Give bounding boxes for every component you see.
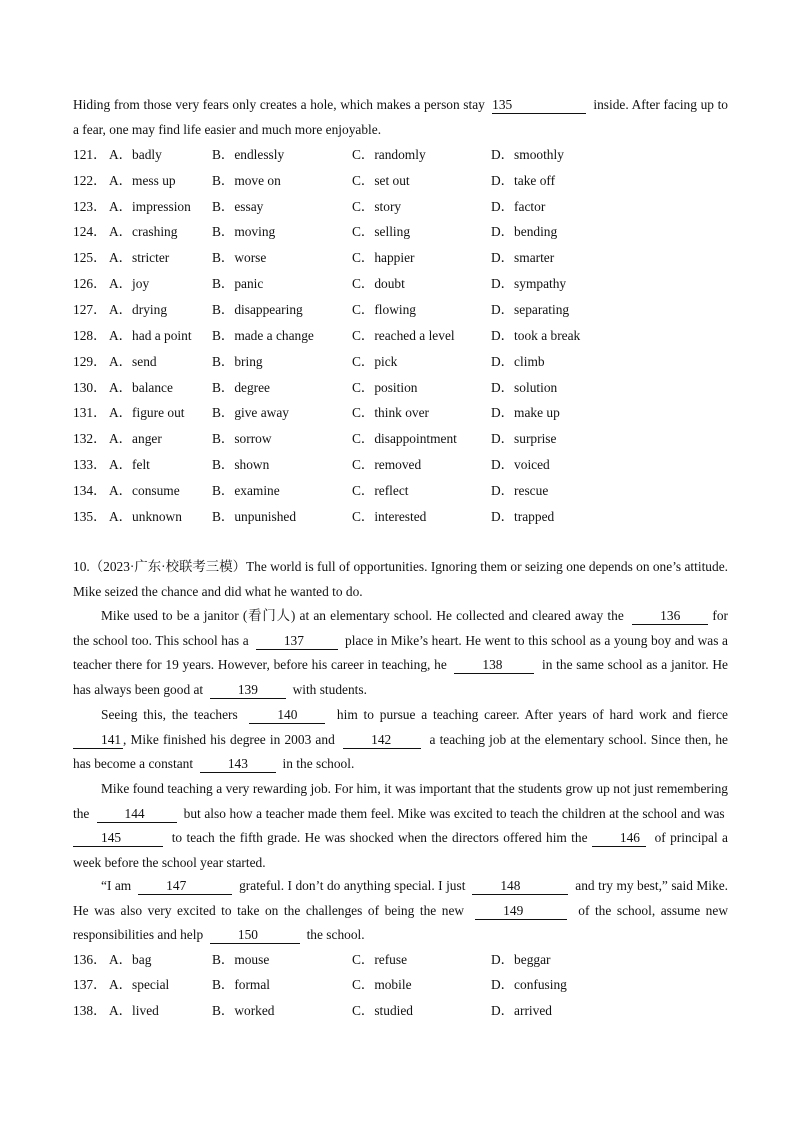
answer-blank-135: 135 (492, 96, 586, 114)
answer-blank-147: 147 (138, 877, 232, 895)
answer-blank-150: 150 (210, 926, 300, 944)
answer-blank-145: 145 (73, 829, 163, 847)
answer-blank-140: 140 (249, 706, 325, 724)
answer-blank-139: 139 (210, 681, 286, 699)
answer-blank-149: 149 (475, 902, 567, 920)
passage2-paragraph-1: Mike used to be a janitor (看门人) at an elementary school. He collected and cleared away the 136 for the school too. This school has a 137 place in Mike’s heart. He went to this school as a young boy and was a teacher there for 19 years. However, before his career in teaching, he 138 in the same school as a janitor. He has always been good at 139 with students. (73, 608, 728, 697)
passage2-paragraph-4: “I am 147 grateful. I don’t do anything special. I just 148 and try my best,” said Mike. He was also very excited to take on the challenges of being the new 149 of the school, assume new responsibilities and help 150 the school. (73, 878, 728, 943)
answer-blank-137: 137 (256, 632, 338, 650)
exam-page: Hiding from those very fears only creates a hole, which makes a person stay 135 inside. After facing up to a fear, one may find life easier and much more enjoyable. 121． A．badly B．endlessly C．randomly D．smoothly 122． A．mess up B．move on C．set out D．take off 123． A．impression B．essay C．story D．factor 124． A．crashing B．moving C．selling D．bending 125． A．stricter B．worse C．happier D．smarter 126． A．joy B．panic C．doubt D．sympathy 127． A．drying B．disappearing C．flowing D．separating 128． A．had a point B．made a change C．reached a level D．took a break 129． A．send B．bring C．pick D．climb 130． A．balance B．degree C．position D．solution 131． A．figure out B．give away C．think over D．make up 132． A．anger B．sorrow C．disappointment D．surprise 133． A．felt B．shown C．removed D．voiced 134． A．consume B．examine C．reflect D．rescue 135． A．unknown B．unpunished C．interested D．trapped 10.（2023·广东·校联考三模）The world is full of opportunities. Ignoring them or seizing one depends on one’s attitude. Mike seized the chance and did what he wanted to do. Mike used to be a janitor (看门人) at an elementary school. He collected and cleared away the 136 for the school too. This school has a 137 place in Mike’s heart. He went to this school as a young boy and was a teacher there for 19 years. However, before his career in teaching, he 138 in the same school as a janitor. He has always been good at 139 with students. Seeing this, the teachers 140 him to pursue a teaching career. After years of hard work and fierce 141 , Mike finished his degree in 2003 and 142 a teaching job at the elementary school. Since then, he has become a constant 143 in the school. Mike found teaching a very rewarding job. For him, it was important that the students grow up not just remembering the 144 but also how a teacher made them feel. Mike was excited to teach the children at the school and was 145 to teach the fifth grade. He was shocked when the directors offered him the 146 of principal a week before the school year started. “I am 147 grateful. I don’t do anything special. I just 148 and try my best,” said Mike. He was also very excited to take on the challenges of being the new 149 of the school, assume new responsibilities and help 150 the school. 136． A．bag B．mouse C．refuse D．beggar 137． A．special B．formal C．mobile D．confusing 138． A．lived B．worked C．studied D．arrived (0, 0, 800, 1132)
answer-blank-141: 141 (73, 731, 123, 749)
answer-blank-148: 148 (472, 877, 568, 895)
passage2-paragraph-2: Seeing this, the teachers 140 him to pursue a teaching career. After years of hard work and fierce 141 , Mike finished his degree in 2003 and 142 a teaching job at the elementary school. Since then, he has become a constant 143 in the school. (73, 707, 728, 772)
answer-blank-136: 136 (632, 607, 708, 625)
answer-blank-138: 138 (454, 656, 534, 674)
answer-blank-146: 146 (592, 829, 646, 847)
answer-blank-144: 144 (97, 805, 177, 823)
answer-blank-142: 142 (343, 731, 421, 749)
passage1-closing: Hiding from those very fears only creates a hole, which makes a person stay 135 inside. After facing up to a fear, one may find life easier and much more enjoyable. (73, 97, 728, 137)
answer-blank-143: 143 (200, 755, 276, 773)
passage2-paragraph-3: Mike found teaching a very rewarding job. For him, it was important that the students grow up not just remembering the 144 but also how a teacher made them feel. Mike was excited to teach the children at the school and was 145 to teach the fifth grade. He was shocked when the directors offered him the 146 of principal a week before the school year started. (73, 781, 728, 870)
passage2-intro: 10.（2023·广东·校联考三模）The world is full of opportunities. Ignoring them or seizing one depends on one’s attitude. Mike seized the chance and did what he wanted to do. (73, 559, 728, 599)
